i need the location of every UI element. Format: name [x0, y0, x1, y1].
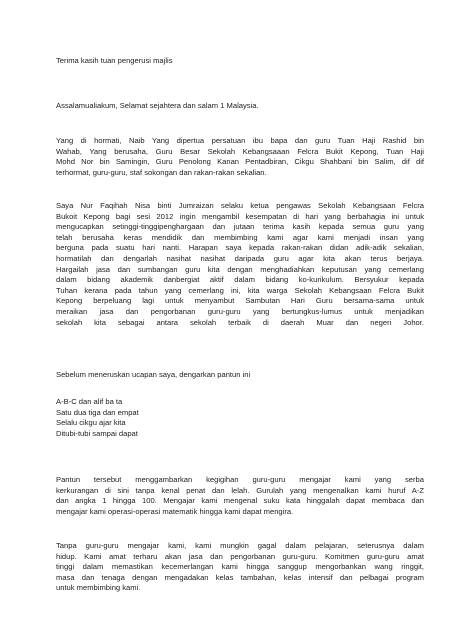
paragraph-line: Yang di hormati, Naib Yang dipertua persatuan ibu bapa dan guru Tuan Haji Rashid bin — [56, 136, 424, 145]
greeting-chair-text: Terima kasih tuan pengerusi majlis — [56, 56, 173, 65]
paragraph-line: Kepong berpeluang lagi untuk menyambut Sambutan Hari Guru bersama-sama untuk — [56, 296, 424, 306]
paragraph-line: Pantun tersebut menggambarkan kegigihan guru-guru mengajar kami yang serba — [56, 475, 424, 484]
paragraph-line: mengucapkan setinggi-tinggipenghargaan dan jutaan terima kasih kepada semua guru yang — [56, 222, 424, 232]
salutation-text: Assalamualiakum, Selamat sejahtera dan salam 1 Malaysia. — [56, 101, 259, 110]
pantun-line: Ditubi-tubi sampai dapat — [56, 428, 138, 438]
paragraph-line: telah berusaha keras mendidik dan membimbing kami agar kami menjadi insan yang — [56, 232, 424, 242]
paragraph-line: Tuhan kerana pada tahun yang cemerlang ini, kita warga Sekolah Kebangsaan Felcra Bukit — [56, 285, 424, 295]
paragraph-line: mengajar kami operasi-operasi matematik hingga kami dapat mengira. — [56, 506, 294, 516]
pantun-intro — [56, 370, 424, 381]
paragraph-line: Tanpa guru-guru mengajar kami, kami mungkin gagal dalam pelajaran, seterusnya dalam — [56, 541, 424, 550]
paragraph-honorifics — [56, 136, 424, 178]
paragraph-line: hidup. Kami amat terharu akan jasa dan pengorbanan guru-guru. Komitmen guru-guru amat — [56, 551, 424, 561]
paragraph-line: hormatilah dan dengarlah nasihat nasihat daripada guru agar kita akan terus berjaya. — [56, 253, 424, 263]
pantun-verse — [56, 397, 424, 439]
paragraph-line: Wahab, Yang berusaha, Guru Besar Sekolah Kebangsaaan Felcra Bukit Kepong, Tuan Haji — [56, 146, 424, 156]
greeting-chair — [56, 56, 424, 67]
paragraph-line: kerkurangan di sini tanpa kenal penat dan lelah. Gurulah yang mengenalkan kami huruf A-Z — [56, 485, 424, 495]
paragraph-line: sekolah kita sebagai antara sekolah terbaik di daerah Muar dan negeri Johor. — [56, 317, 424, 327]
paragraph-line: masa dan tenaga dengan mengadakan kelas tambahan, kelas intensif dan pelbagai program — [56, 572, 424, 582]
paragraph-line: untuk membimbing kami. — [56, 583, 141, 593]
paragraph-line: Hargailah jasa dan sumbangan guru kita dengan menghadiahkan keputusan yang cemerlang — [56, 264, 424, 274]
paragraph-line: dalam bidang akademik danbergiat aktif dalam bidang ko-kurikulum. Bersyukur kepada — [56, 275, 424, 285]
paragraph-pantun-meaning — [56, 475, 424, 517]
paragraph-line: Saya Nur Faqihah Nisa binti Jumraizan selaku ketua pengawas Sekolah Kebangsaan Felcra — [56, 201, 424, 210]
paragraph-line: Bukoit Kepong bagi sesi 2012 ingin mengambil kesempatan di hari yang berbahagia ini untuk — [56, 211, 424, 221]
pantun-line: Selalu cikgu ajar kita — [56, 418, 126, 428]
paragraph-line: meraikan jasa dan pengorbanan guru-guru yang bertungkus-lumus untuk menjadikan — [56, 306, 424, 316]
paragraph-gratitude — [56, 541, 424, 594]
paragraph-appreciation — [56, 201, 424, 328]
pantun-line: Satu dua tiga dan empat — [56, 407, 139, 417]
paragraph-line: berguna pada suatu hari nanti. Harapan saya kepada rakan-rakan didan adik-adik sekalian, — [56, 243, 424, 253]
paragraph-line: dan angka 1 hingga 100. Mengajar kami mengenal suku kata hinggalah dapat membaca dan — [56, 496, 424, 506]
salutation — [56, 101, 424, 112]
paragraph-line: tinggi dalam memastikan kecemerlangan kami hingga sanggup mengorbankan wang ringgit, — [56, 562, 424, 572]
paragraph-line: Mohd Nor bin Samingin, Guru Penolong Kanan Pentadbiran, Cikgu Shahbani bin Salim, dif dif — [56, 157, 424, 167]
pantun-intro-text: Sebelum meneruskan ucapan saya, dengarkan pantun ini — [56, 370, 251, 379]
paragraph-line: terhormat, guru-guru, staf sokongan dan rakan-rakan sekalian. — [56, 167, 267, 177]
pantun-line: A-B-C dan alif ba ta — [56, 397, 123, 406]
